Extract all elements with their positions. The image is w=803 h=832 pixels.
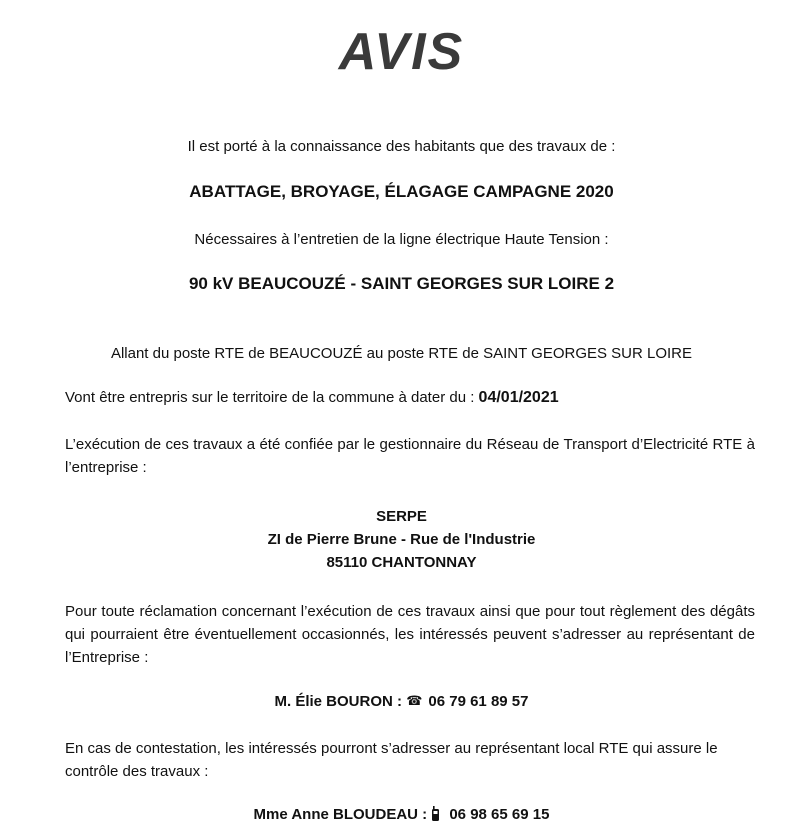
- works-title: ABATTAGE, BROYAGE, ÉLAGAGE CAMPAGNE 2020: [189, 182, 614, 201]
- contact1-line: [0, 689, 803, 713]
- contact1-name: M. Élie BOURON :: [274, 693, 403, 710]
- contact2-phone: 06 98 65 69 15: [449, 806, 550, 823]
- line-name: 90 kV BEAUCOUZÉ - SAINT GEORGES SUR LOIRE 2: [188, 274, 615, 293]
- start-text: Vont être entrepris sur le territoire de la commune à dater du :: [65, 389, 475, 406]
- company-city: 85110 CHANTONNAY: [326, 554, 477, 571]
- dispute-text: En cas de contestation, les intéressés pourront s’adresser au représentant local RTE qui assure le contrôle des travaux :: [65, 740, 718, 780]
- company-address: ZI de Pierre Brune - Rue de l'Industrie: [267, 531, 536, 548]
- telephone-icon: ☎: [406, 693, 423, 708]
- complaints-text: Pour toute réclamation concernant l’exécution de ces travaux ainsi que pour tout règlement des dégâts qui pourraient être éventuellement occasionnés, les intéressés peuvent s’adresser au représentant de l’Entreprise :: [65, 603, 755, 666]
- route-text: Allant du poste RTE de BEAUCOUZÉ au poste RTE de SAINT GEORGES SUR LOIRE: [110, 345, 693, 362]
- contact2-name: Mme Anne BLOUDEAU :: [253, 806, 428, 823]
- notice-title: AVIS: [338, 23, 465, 81]
- execution-text: L’exécution de ces travaux a été confiée par le gestionnaire du Réseau de Transport d’Electricité RTE à l’entreprise :: [65, 436, 755, 476]
- contact2-line: [0, 803, 803, 826]
- necessity-text: Nécessaires à l’entretien de la ligne électrique Haute Tension :: [194, 231, 609, 248]
- company-name: SERPE: [376, 508, 427, 525]
- start-date: 04/01/2021: [478, 389, 559, 406]
- contact1-phone: 06 79 61 89 57: [428, 693, 529, 710]
- mobile-phone-icon: [431, 806, 440, 822]
- intro-text: Il est porté à la connaissance des habitants que des travaux de :: [187, 138, 616, 155]
- start-sentence: [65, 386, 755, 409]
